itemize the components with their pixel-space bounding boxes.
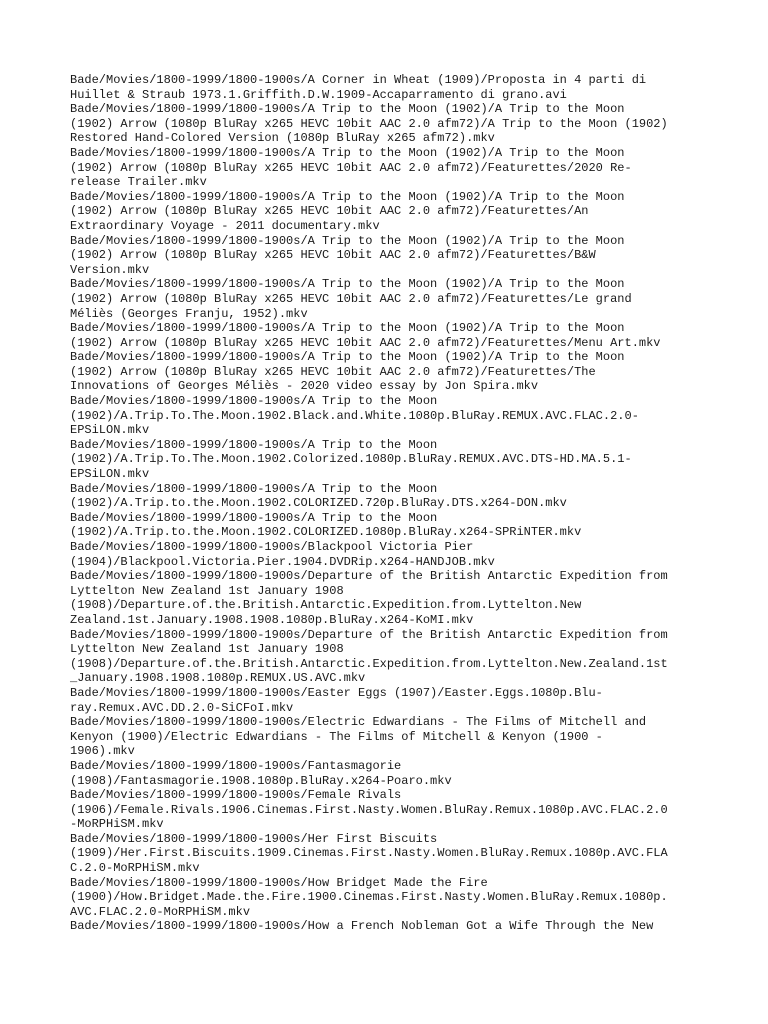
text-line: Bade/Movies/1800-1999/1800-1900s/How Bridget Made the Fire <box>70 875 488 890</box>
text-line: (1902) Arrow (1080p BluRay x265 HEVC 10bit AAC 2.0 afm72)/Featurettes/B&W <box>70 248 596 263</box>
text-line: Bade/Movies/1800-1999/1800-1900s/Departure of the British Antarctic Expedition from <box>70 569 668 584</box>
text-line: Bade/Movies/1800-1999/1800-1900s/A Trip to the Moon (1902)/A Trip to the Moon <box>70 102 625 117</box>
text-line: (1902)/A.Trip.to.the.Moon.1902.COLORIZED.720p.BluRay.DTS.x264-DON.mkv <box>70 496 567 511</box>
text-line: Extraordinary Voyage - 2011 documentary.mkv <box>70 218 380 233</box>
text-line: Huillet & Straub 1973.1.Griffith.D.W.1909-Accaparramento di grano.avi <box>70 87 567 102</box>
text-line: 1906).mkv <box>70 744 135 759</box>
text-line: Méliès (Georges Franju, 1952).mkv <box>70 306 308 321</box>
text-line: Lyttelton New Zealand 1st January 1908 <box>70 642 344 657</box>
text-line: Bade/Movies/1800-1999/1800-1900s/Electric Edwardians - The Films of Mitchell and <box>70 715 647 730</box>
text-line: (1902)/A.Trip.To.The.Moon.1902.Colorized.1080p.BluRay.REMUX.AVC.DTS-HD.MA.5.1- <box>70 452 632 467</box>
text-line: (1908)/Departure.of.the.British.Antarctic.Expedition.from.Lyttelton.New <box>70 598 582 613</box>
document-page <box>70 73 710 934</box>
text-line: Bade/Movies/1800-1999/1800-1900s/Easter Eggs (1907)/Easter.Eggs.1080p.Blu- <box>70 685 603 700</box>
text-line: (1902) Arrow (1080p BluRay x265 HEVC 10bit AAC 2.0 afm72)/Featurettes/An <box>70 204 589 219</box>
text-line: Bade/Movies/1800-1999/1800-1900s/A Trip to the Moon (1902)/A Trip to the Moon <box>70 233 625 248</box>
text-line: release Trailer.mkv <box>70 175 207 190</box>
text-line: (1909)/Her.First.Biscuits.1909.Cinemas.First.Nasty.Women.BluRay.Remux.1080p.AVC.FLA <box>70 846 668 861</box>
text-line: (1906)/Female.Rivals.1906.Cinemas.First.Nasty.Women.BluRay.Remux.1080p.AVC.FLAC.2.0 <box>70 802 668 817</box>
text-line: C.2.0-MoRPHiSM.mkv <box>70 861 200 876</box>
text-line: (1900)/How.Bridget.Made.the.Fire.1900.Cinemas.First.Nasty.Women.BluRay.Remux.1080p. <box>70 890 668 905</box>
text-line: Bade/Movies/1800-1999/1800-1900s/A Trip to the Moon (1902)/A Trip to the Moon <box>70 350 625 365</box>
text-line: Zealand.1st.January.1908.1908.1080p.BluRay.x264-KoMI.mkv <box>70 612 474 627</box>
text-line: (1902)/A.Trip.To.The.Moon.1902.Black.and.White.1080p.BluRay.REMUX.AVC.FLAC.2.0- <box>70 408 639 423</box>
text-line: Bade/Movies/1800-1999/1800-1900s/A Trip to the Moon <box>70 510 438 525</box>
text-line: Innovations of Georges Méliès - 2020 video essay by Jon Spira.mkv <box>70 379 539 394</box>
text-line: (1908)/Departure.of.the.British.Antarctic.Expedition.from.Lyttelton.New.Zealand.1st <box>70 656 668 671</box>
text-line: (1902) Arrow (1080p BluRay x265 HEVC 10bit AAC 2.0 afm72)/Featurettes/The <box>70 364 596 379</box>
text-line: (1902) Arrow (1080p BluRay x265 HEVC 10bit AAC 2.0 afm72)/Featurettes/2020 Re- <box>70 160 632 175</box>
text-line: Bade/Movies/1800-1999/1800-1900s/A Trip to the Moon (1902)/A Trip to the Moon <box>70 189 625 204</box>
text-line: EPSiLON.mkv <box>70 423 150 438</box>
text-line: Bade/Movies/1800-1999/1800-1900s/A Trip to the Moon <box>70 437 438 452</box>
text-line: Bade/Movies/1800-1999/1800-1900s/Fantasmagorie <box>70 758 402 773</box>
text-line: Bade/Movies/1800-1999/1800-1900s/Female Rivals <box>70 788 402 803</box>
text-line: Bade/Movies/1800-1999/1800-1900s/A Trip to the Moon (1902)/A Trip to the Moon <box>70 321 625 336</box>
text-line: Lyttelton New Zealand 1st January 1908 <box>70 583 344 598</box>
text-line: Bade/Movies/1800-1999/1800-1900s/A Trip to the Moon (1902)/A Trip to the Moon <box>70 277 625 292</box>
text-line: Bade/Movies/1800-1999/1800-1900s/A Trip to the Moon <box>70 481 438 496</box>
text-line: Bade/Movies/1800-1999/1800-1900s/A Trip to the Moon (1902)/A Trip to the Moon <box>70 145 625 160</box>
text-line: (1904)/Blackpool.Victoria.Pier.1904.DVDRip.x264-HANDJOB.mkv <box>70 554 495 569</box>
text-line: AVC.FLAC.2.0-MoRPHiSM.mkv <box>70 904 251 919</box>
text-line: Bade/Movies/1800-1999/1800-1900s/Blackpool Victoria Pier <box>70 540 474 554</box>
text-line: (1902) Arrow (1080p BluRay x265 HEVC 10bit AAC 2.0 afm72)/Featurettes/Menu Art.mkv <box>70 335 661 350</box>
text-line: ray.Remux.AVC.DD.2.0-SiCFoI.mkv <box>70 700 294 715</box>
text-line: _January.1908.1908.1080p.REMUX.US.AVC.mkv <box>70 671 366 686</box>
text-line: Bade/Movies/1800-1999/1800-1900s/Departure of the British Antarctic Expedition from <box>70 627 668 642</box>
text-line: Version.mkv <box>70 262 150 277</box>
text-line: Kenyon (1900)/Electric Edwardians - The Films of Mitchell & Kenyon (1900 - <box>70 729 603 744</box>
text-line: (1902) Arrow (1080p BluRay x265 HEVC 10bit AAC 2.0 afm72)/A Trip to the Moon (1902) <box>70 116 668 131</box>
text-line: Bade/Movies/1800-1999/1800-1900s/A Corner in Wheat (1909)/Proposta in 4 parti di <box>70 73 647 87</box>
text-line: (1908)/Fantasmagorie.1908.1080p.BluRay.x264-Poaro.mkv <box>70 773 452 788</box>
text-line: -MoRPHiSM.mkv <box>70 817 164 832</box>
text-line: Bade/Movies/1800-1999/1800-1900s/Her First Biscuits <box>70 831 438 846</box>
text-line: Restored Hand-Colored Version (1080p BluRay x265 afm72).mkv <box>70 131 495 146</box>
text-line: (1902) Arrow (1080p BluRay x265 HEVC 10bit AAC 2.0 afm72)/Featurettes/Le grand <box>70 291 632 306</box>
text-line: (1902)/A.Trip.to.the.Moon.1902.COLORIZED.1080p.BluRay.x264-SPRiNTER.mkv <box>70 525 582 540</box>
text-line: Bade/Movies/1800-1999/1800-1900s/How a French Nobleman Got a Wife Through the New <box>70 919 654 934</box>
text-line: EPSiLON.mkv <box>70 467 150 482</box>
text-line: Bade/Movies/1800-1999/1800-1900s/A Trip to the Moon <box>70 394 438 409</box>
